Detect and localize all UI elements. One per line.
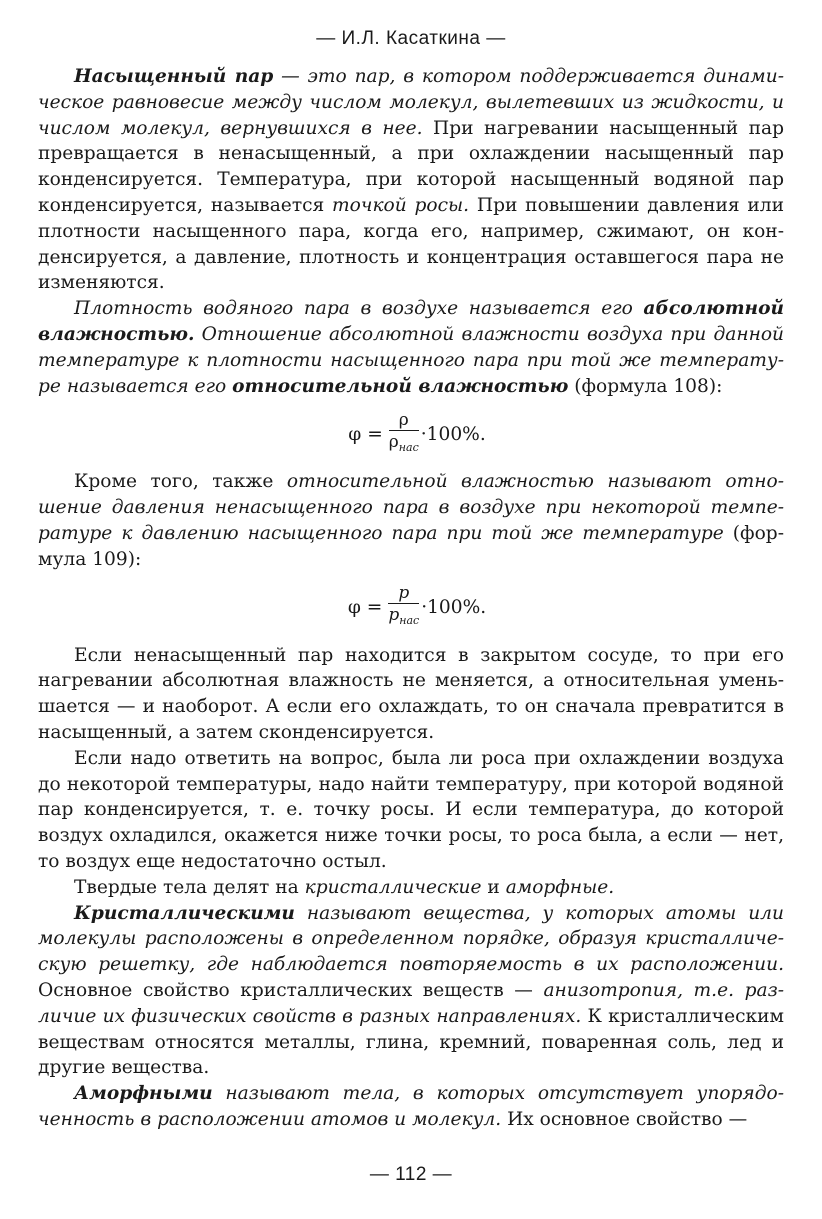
text-segment: К кристаллическим веществам относятся металлы, глина, кремний, поваренная соль, лед и другие вещества. — [38, 1005, 784, 1079]
formula-109 — [50, 577, 784, 639]
paragraph-closed-vessel: Если ненасыщенный пар находится в закрытом сосуде, то при его нагревании абсолютная влажность не меняется, а относительная уменьшается — и наоборот. А если его охлаждать, то он сначала превратится в насыщенный, а затем сконденсируется. — [38, 644, 784, 743]
term-relative-humidity: относительной влажностью — [232, 375, 569, 397]
definition-saturated-vapor: — это пар, в котором поддерживается динамическое равновесие между числом молекул, вылетевших из жидкости, и числом молекул, вернувшихся в нее. — [38, 66, 784, 139]
text-segment: При повышении давления или плотности насыщенного пара, когда его, например, сжимают, он конденсируется, а давление, плотность и концентрация оставшегося пара не изменяются. — [38, 194, 785, 294]
term-crystalline: кристаллические — [304, 876, 482, 898]
formula-108 — [50, 403, 784, 465]
paragraph-amorphous — [38, 1081, 784, 1133]
formula-lhs: φ = — [347, 597, 383, 619]
formula-numerator: ρ — [398, 409, 409, 430]
term-dew-point: точкой росы. — [332, 194, 470, 216]
denominator-symbol: p — [388, 605, 400, 626]
text-segment: При нагревании насыщенный пар превращается в ненасыщенный, а при охлаждении насыщенный пар конденсируется. Температура, при которой насыщенный водяной пар конденсируется, называется — [38, 117, 784, 216]
definition-relative-humidity: Отношение абсолютной влажности воздуха при данной температуре к плотности насыщенного пара при той же температуре называется его — [38, 323, 784, 397]
paragraph-solids-classification — [38, 875, 784, 901]
term-crystalline-bold: Кристаллическими — [74, 902, 295, 924]
paragraph-saturated-vapor — [38, 64, 784, 296]
text-segment: (формула 108): — [568, 375, 723, 397]
formula-numerator: p — [398, 583, 410, 604]
text-segment: и — [481, 876, 506, 898]
definition-amorphous: называют тела, в которых отсутствует упорядоченность в расположении атомов и молекул. — [38, 1083, 784, 1130]
paragraph-relative-humidity-pressure — [38, 469, 784, 572]
term-anisotropy: анизотропия, т.е. различие их физических свойств в разных направлениях. — [38, 979, 785, 1027]
paragraph-absolute-humidity — [38, 296, 784, 399]
text-segment: Кроме того, также — [74, 471, 287, 493]
formula-denominator — [389, 431, 419, 459]
formula-fraction — [388, 583, 419, 632]
term-saturated-vapor: Насыщенный пар — [74, 66, 274, 87]
running-header: — И.Л. Касаткина — — [316, 28, 506, 49]
term-amorphous-bold: Аморфными — [74, 1083, 213, 1105]
definition-absolute-humidity: Плотность водяного пара в воздухе называется его — [74, 298, 644, 320]
text-segment: Твердые тела делят на — [74, 876, 305, 898]
paragraph-dew-question: Если надо ответить на вопрос, была ли роса при охлаждении воздуха до некоторой температуры, надо найти температуру, при которой водяной пар конденсируется, т. е. точку росы. И если температура, до которой воздух охладился, окажется ниже точки росы, то роса была, а если — нет, то воздух еще недостаточно остыл. — [38, 747, 784, 872]
denominator-subscript: нас — [398, 440, 419, 454]
formula-fraction — [389, 410, 419, 459]
formula-rhs: ·100%. — [420, 423, 486, 445]
definition-relative-humidity-pressure: относительной влажностью называют отношение давления ненасыщенного пара в воздухе при некоторой температуре к давлению насыщенного пара при той же температуре — [38, 471, 784, 544]
definition-crystalline: называют вещества, у которых атомы или молекулы расположены в определенном порядке, образуя кристаллическую решетку, где наблюдается повторяемость в их расположении. — [38, 902, 784, 976]
formula-rhs: ·100%. — [421, 597, 487, 619]
formula-lhs: φ = — [348, 423, 383, 445]
term-amorphous: аморфные. — [505, 876, 615, 898]
page-number: — 112 — — [369, 1164, 453, 1185]
formula-denominator — [388, 604, 419, 632]
paragraph-crystalline — [38, 901, 784, 1082]
denominator-symbol: ρ — [388, 431, 399, 452]
text-segment: Их основное свойство — — [501, 1108, 748, 1130]
term-absolute-humidity: абсолютной влажностью. — [38, 298, 784, 345]
denominator-subscript: нас — [399, 614, 420, 628]
text-segment: (формула 109): — [38, 522, 784, 570]
text-segment: Основное свойство кристаллических веществ — — [38, 979, 544, 1001]
